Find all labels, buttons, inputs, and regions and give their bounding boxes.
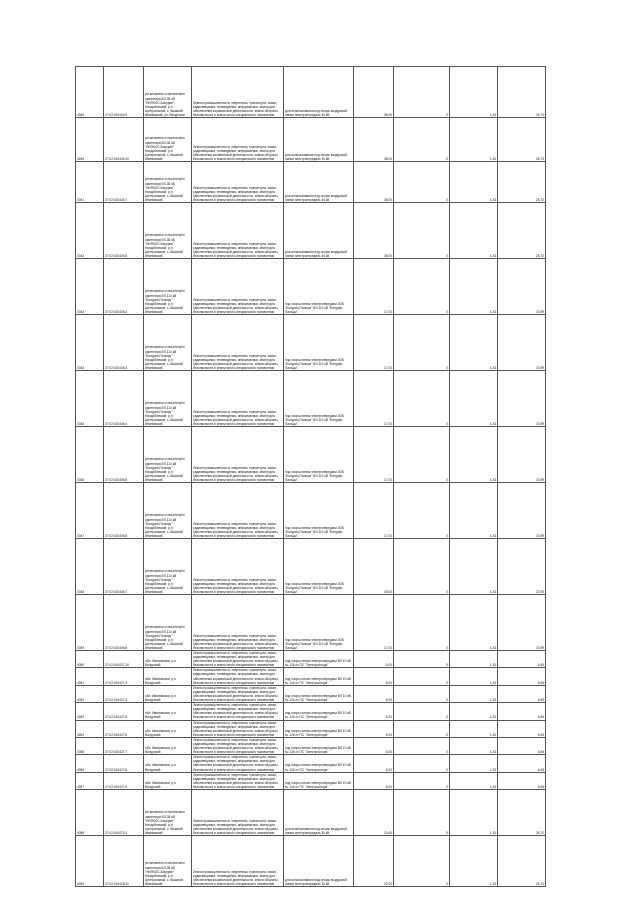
- cell-rate: 1,33: [450, 685, 498, 702]
- cell-no: 4050: [76, 651, 104, 668]
- cell-desc: обл. Ивановская, р-н Вачурский: [144, 755, 192, 772]
- table-row: [76, 668, 546, 685]
- cell-desc: установлено относительно ориентира ВЛ-35 кВ "НИПКОС-Бачурин" Нахдобинский; р-н Центральный, с. Вышний Ивановский: [144, 203, 192, 259]
- cell-z: 0: [394, 483, 450, 539]
- cell-rate: 1,33: [450, 315, 498, 371]
- cell-no: 4049: [76, 595, 104, 651]
- cell-no: 4048: [76, 539, 104, 595]
- cell-purp: Земли промышленности, энергетики, транспорта, связи, радиовещания, телевидения, информатики, земли для обеспечения космической деятельности, земли обороны, безопасности и земли иного специального назначения: [192, 483, 284, 539]
- cell-cad: 27:02:010405:2: [104, 259, 144, 315]
- cell-area: 5,00: [354, 720, 394, 737]
- cell-purp: Земли промышленности, энергетики, транспорта, связи, радиовещания, телевидения, информатики, земли для обеспечения космической деятельности, земли обороны, безопасности и земли иного специального назначения: [192, 259, 284, 315]
- table-row: [76, 790, 546, 836]
- cell-no: 4042: [76, 203, 104, 259]
- table-row: [76, 259, 546, 315]
- cell-no: 4044: [76, 315, 104, 371]
- table-row: [76, 836, 546, 887]
- cell-rate: 1,33: [450, 595, 498, 651]
- cell-desc: установлено относительно ориентира ВЛ-110 кВ "Бачурин-Пальцы" Нахдобинский; р-н Центральный, с. Вышний Ивановский: [144, 539, 192, 595]
- cell-z: 0: [394, 67, 450, 118]
- document-sheet: [75, 66, 545, 887]
- cell-desc: установлено относительно ориентира ВЛ-110 кВ "Бачурин-Пальцы" Нахдобинский; р-н Центральный, с. Вышний Ивановский: [144, 595, 192, 651]
- cell-area: 20,00: [354, 790, 394, 836]
- cell-sum: 26,70: [498, 836, 546, 887]
- cell-purp: Земли промышленности, энергетики, транспорта, связи, радиовещания, телевидения, информатики, земли для обеспечения космической деятельности, земли обороны, безопасности и земли иного специального назначения: [192, 539, 284, 595]
- cell-purp: Земли промышленности, энергетики, транспорта, связи, радиовещания, телевидения, информатики, земли для обеспечения космической деятельности, земли обороны, безопасности и земли иного специального назначения: [192, 371, 284, 427]
- cell-cad: 27:02:010427:3: [104, 668, 144, 685]
- cell-rate: 1,33: [450, 203, 498, 259]
- cell-area: 38,00: [354, 118, 394, 162]
- cell-cad: 27:02:010406:4: [104, 371, 144, 427]
- cell-area: 17,00: [354, 427, 394, 483]
- cell-use: под опоры линии электропередачи ЗОК "Бачурин-Пальцы" ВЛ-110 кВ "Бачурин-Пальцы": [284, 595, 354, 651]
- cell-use: для использования под опоры воздушной линии электропередачи 35 кВ: [284, 67, 354, 118]
- cell-cad: 27:02:010404:9: [104, 67, 144, 118]
- cell-purp: Земли промышленности, энергетики, транспорта, связи, радиовещания, телевидения, информатики, земли для обеспечения космической деятельности, земли обороны, безопасности и земли иного специального назначения: [192, 720, 284, 737]
- table-row: [76, 203, 546, 259]
- cell-cad: 27:02:010406:8: [104, 595, 144, 651]
- cell-z: 0: [394, 651, 450, 668]
- cell-z: 0: [394, 720, 450, 737]
- cell-use: под опоры линии электропередачи ВЛ 10 кВ № 126 от ПС "Электроопора": [284, 720, 354, 737]
- cell-cad: 27:02:010404:10: [104, 118, 144, 162]
- cell-no: 4057: [76, 772, 104, 789]
- table-body: [76, 67, 546, 887]
- cell-no: 4047: [76, 483, 104, 539]
- cell-use: под опоры линии электропередачи ВЛ 10 кВ № 126 от ПС "Электроопора": [284, 685, 354, 702]
- cell-area: 5,00: [354, 703, 394, 720]
- cell-no: 4056: [76, 755, 104, 772]
- cell-no: 4058: [76, 790, 104, 836]
- cell-rate: 1,33: [450, 703, 498, 720]
- table-row: [76, 651, 546, 668]
- cell-purp: Земли промышленности, энергетики, транспорта, связи, радиовещания, телевидения, информатики, земли для обеспечения космической деятельности, земли обороны, безопасности и земли иного специального назначения: [192, 836, 284, 887]
- cell-area: 5,00: [354, 772, 394, 789]
- cell-area: 38,00: [354, 67, 394, 118]
- cell-rate: 1,33: [450, 371, 498, 427]
- cell-purp: Земли промышленности, энергетики, транспорта, связи, радиовещания, телевидения, информатики, земли для обеспечения космической деятельности, земли обороны, безопасности и земли иного специального назначения: [192, 595, 284, 651]
- cell-no: 4053: [76, 703, 104, 720]
- table-row: [76, 315, 546, 371]
- cell-cad: 27:02:010406:6: [104, 483, 144, 539]
- cell-z: 0: [394, 427, 450, 483]
- cell-rate: 1,33: [450, 755, 498, 772]
- cell-sum: 20,89: [498, 427, 546, 483]
- cell-purp: Земли промышленности, энергетики, транспорта, связи, радиовещания, телевидения, информатики, земли для обеспечения космической деятельности, земли обороны, безопасности и земли иного специального назначения: [192, 772, 284, 789]
- cell-use: для использования под опоры воздушной линии электропередачи 35 кВ: [284, 118, 354, 162]
- cell-rate: 1,33: [450, 772, 498, 789]
- cell-desc: установлено относительно ориентира ВЛ-110 кВ "Бачурин-Пальцы" Нахдобинский; р-н Центральный, с. Вышний Ивановский: [144, 259, 192, 315]
- cell-cad: 27:02:010427:7: [104, 737, 144, 754]
- table-row: [76, 67, 546, 118]
- cell-purp: Земли промышленности, энергетики, транспорта, связи, радиовещания, телевидения, информатики, земли для обеспечения космической деятельности, земли обороны, безопасности и земли иного специального назначения: [192, 162, 284, 203]
- cell-rate: 1,33: [450, 720, 498, 737]
- cell-use: под опоры линии электропередачи ЗОК "Бачурин-Пальцы" ВЛ-110 кВ "Бачурин-Пальцы": [284, 483, 354, 539]
- cell-rate: 1,33: [450, 259, 498, 315]
- cell-cad: 27:02:010406:3: [104, 315, 144, 371]
- cell-z: 0: [394, 755, 450, 772]
- cell-use: под опоры линии электропередачи ВЛ 10 кВ № 126 от ПС "Электроопора": [284, 668, 354, 685]
- cell-purp: Земли промышленности, энергетики, транспорта, связи, радиовещания, телевидения, информатики, земли для обеспечения космической деятельности, земли обороны, безопасности и земли иного специального назначения: [192, 67, 284, 118]
- cell-cad: 27:02:010406:5: [104, 427, 144, 483]
- table-row: [76, 427, 546, 483]
- cell-no: 4051: [76, 668, 104, 685]
- cell-cad: 27:02:010470:1: [104, 790, 144, 836]
- cell-area: 38,00: [354, 162, 394, 203]
- cell-use: под опоры линии электропередачи ВЛ 10 кВ № 126 от ПС "Электроопора": [284, 737, 354, 754]
- cell-area: 5,00: [354, 737, 394, 754]
- cell-rate: 1,33: [450, 836, 498, 887]
- cell-no: 4040: [76, 67, 104, 118]
- cell-desc: обл. Ивановская, р-н Вачурский: [144, 720, 192, 737]
- cell-z: 0: [394, 703, 450, 720]
- cell-cad: 27:02:010427:4: [104, 685, 144, 702]
- cell-use: для использования под опоры воздушной линии электропередачи 35 кВ: [284, 162, 354, 203]
- cell-purp: Земли промышленности, энергетики, транспорта, связи, радиовещания, телевидения, информатики, земли для обеспечения космической деятельности, земли обороны, безопасности и земли иного специального назначения: [192, 651, 284, 668]
- cell-purp: Земли промышленности, энергетики, транспорта, связи, радиовещания, телевидения, информатики, земли для обеспечения космической деятельности, земли обороны, безопасности и земли иного специального назначения: [192, 427, 284, 483]
- table-row: [76, 483, 546, 539]
- cell-sum: 6,65: [498, 772, 546, 789]
- cell-z: 0: [394, 371, 450, 427]
- cell-sum: 20,89: [498, 315, 546, 371]
- cell-area: 17,00: [354, 595, 394, 651]
- cell-area: 17,00: [354, 259, 394, 315]
- cell-z: 0: [394, 790, 450, 836]
- cell-purp: Земли промышленности, энергетики, транспорта, связи, радиовещания, телевидения, информатики, земли для обеспечения космической деятельности, земли обороны, безопасности и земли иного специального назначения: [192, 315, 284, 371]
- cell-no: 4052: [76, 685, 104, 702]
- cell-area: 5,00: [354, 651, 394, 668]
- table-row: [76, 539, 546, 595]
- cell-sum: 6,65: [498, 720, 546, 737]
- cell-no: 4045: [76, 371, 104, 427]
- cell-no: 4040: [76, 118, 104, 162]
- cell-desc: обл. Ивановская, р-н Вачурский: [144, 703, 192, 720]
- cell-area: 17,00: [354, 371, 394, 427]
- cell-sum: 20,89: [498, 371, 546, 427]
- cell-z: 0: [394, 315, 450, 371]
- cell-desc: обл. Ивановская, р-н Вачурский: [144, 737, 192, 754]
- cell-sum: 26,70: [498, 790, 546, 836]
- cell-desc: обл. Ивановская, р-н Вачурский: [144, 668, 192, 685]
- cell-sum: 6,65: [498, 668, 546, 685]
- cell-desc: обл. Ивановская, р-н Вачурский: [144, 685, 192, 702]
- cell-use: для использования под опоры воздушной линии электропередачи 35 кВ: [284, 203, 354, 259]
- cell-cad: 27:02:010427:10: [104, 651, 144, 668]
- cell-rate: 1,33: [450, 118, 498, 162]
- cell-desc: установлено относительно ориентира ВЛ-35 кВ "НИПКОС-Бачурин" Нахдобинский; р-н Центральный, с. Вышний Ивановский: [144, 118, 192, 162]
- cell-rate: 1,33: [450, 427, 498, 483]
- cell-rate: 1,33: [450, 668, 498, 685]
- cell-sum: 20,89: [498, 595, 546, 651]
- cell-desc: установлено относительно ориентира ВЛ-110 кВ "Бачурин-Пальцы" Нахдобинский; р-н Центральный, с. Вышний Ивановский: [144, 315, 192, 371]
- table-row: [76, 772, 546, 789]
- cell-use: под опоры линии электропередачи ЗОК "Бачурин-Пальцы" ВЛ-110 кВ "Бачурин-Пальцы": [284, 371, 354, 427]
- cell-rate: 1,33: [450, 737, 498, 754]
- cell-cad: 27:02:010427:9: [104, 772, 144, 789]
- cell-cad: 27:02:010404:8: [104, 203, 144, 259]
- cell-use: под опоры линии электропередачи ВЛ 10 кВ № 126 от ПС "Электроопора": [284, 703, 354, 720]
- cell-no: 4055: [76, 737, 104, 754]
- cell-desc: обл. Ивановская, р-н Вачурский: [144, 772, 192, 789]
- cell-z: 0: [394, 737, 450, 754]
- cell-sum: 26,72: [498, 203, 546, 259]
- cell-cad: 27:02:010418:10: [104, 836, 144, 887]
- table-row: [76, 720, 546, 737]
- cell-area: 5,00: [354, 685, 394, 702]
- table-row: [76, 371, 546, 427]
- table-row: [76, 162, 546, 203]
- cell-use: для использования под опоры воздушной линии электропередачи 35 кВ: [284, 790, 354, 836]
- cell-use: под опоры линии электропередачи ВЛ 10 кВ № 126 от ПС "Электроопора": [284, 651, 354, 668]
- cell-cad: 27:02:010427:5: [104, 703, 144, 720]
- cell-purp: Земли промышленности, энергетики, транспорта, связи, радиовещания, телевидения, информатики, земли для обеспечения космической деятельности, земли обороны, безопасности и земли иного специального назначения: [192, 203, 284, 259]
- cell-sum: 26,70: [498, 67, 546, 118]
- cell-z: 0: [394, 595, 450, 651]
- cell-cad: 27:02:010427:6: [104, 720, 144, 737]
- cell-sum: 6,65: [498, 651, 546, 668]
- cell-area: 38,00: [354, 203, 394, 259]
- cell-area: 17,00: [354, 315, 394, 371]
- table-row: [76, 118, 546, 162]
- cell-z: 0: [394, 836, 450, 887]
- cell-area: 5,00: [354, 755, 394, 772]
- cell-z: 0: [394, 259, 450, 315]
- cell-use: под опоры линии электропередачи ЗОК "Бачурин-Пальцы" ВЛ-110 кВ "Бачурин-Пальцы": [284, 315, 354, 371]
- cell-no: 4043: [76, 259, 104, 315]
- cell-rate: 1,33: [450, 162, 498, 203]
- cell-sum: 6,65: [498, 685, 546, 702]
- land-plots-table: [75, 66, 546, 887]
- cell-z: 0: [394, 668, 450, 685]
- cell-use: под опоры линии электропередачи ЗОК "Бачурин-Пальцы" ВЛ-110 кВ "Бачурин-Пальцы": [284, 259, 354, 315]
- cell-use: под опоры линии электропередачи ВЛ 10 кВ № 126 от ПС "Электроопора": [284, 772, 354, 789]
- cell-sum: 26,72: [498, 162, 546, 203]
- cell-area: 20,00: [354, 836, 394, 887]
- cell-desc: установлено относительно ориентира ВЛ-110 кВ "Бачурин-Пальцы" Нахдобинский; р-н Центральный, с. Вышний Ивановский: [144, 427, 192, 483]
- cell-rate: 1,33: [450, 651, 498, 668]
- cell-rate: 1,33: [450, 67, 498, 118]
- cell-no: 4041: [76, 162, 104, 203]
- cell-purp: Земли промышленности, энергетики, транспорта, связи, радиовещания, телевидения, информатики, земли для обеспечения космической деятельности, земли обороны, безопасности и земли иного специального назначения: [192, 755, 284, 772]
- cell-desc: установлено относительно ориентира ВЛ-35 кВ "НИПКОС-Бачурин" Нахдобинский; р-н Центральный, с. Вышний Ивановский, ул. Вачурская: [144, 67, 192, 118]
- cell-purp: Земли промышленности, энергетики, транспорта, связи, радиовещания, телевидения, информатики, земли для обеспечения космической деятельности, земли обороны, безопасности и земли иного специального назначения: [192, 685, 284, 702]
- cell-rate: 1,33: [450, 483, 498, 539]
- cell-cad: 27:02:010404:7: [104, 162, 144, 203]
- cell-area: 18,00: [354, 539, 394, 595]
- table-row: [76, 703, 546, 720]
- cell-sum: 22,05: [498, 539, 546, 595]
- cell-sum: 6,65: [498, 703, 546, 720]
- table-row: [76, 755, 546, 772]
- cell-z: 0: [394, 685, 450, 702]
- cell-z: 0: [394, 162, 450, 203]
- cell-sum: 6,65: [498, 737, 546, 754]
- cell-use: под опоры линии электропередачи ЗОК "Бачурин-Пальцы" ВЛ-110 кВ "Бачурин-Пальцы": [284, 427, 354, 483]
- cell-z: 0: [394, 203, 450, 259]
- cell-desc: обл. Ивановская, р-н Вачурский: [144, 651, 192, 668]
- cell-rate: 1,33: [450, 790, 498, 836]
- cell-desc: установлено относительно ориентира ВЛ-35 кВ "НИПКОС-Бачурин" Нахдобинский; р-н Центральный, с. Вышний Ивановский: [144, 162, 192, 203]
- cell-use: для использования под опоры воздушной линии электропередачи 35 кВ: [284, 836, 354, 887]
- cell-cad: 27:02:010406:7: [104, 539, 144, 595]
- cell-desc: установлено относительно ориентира ВЛ-110 кВ "Бачурин-Пальцы" Нахдобинский; р-н Центральный, с. Вышний Ивановский: [144, 371, 192, 427]
- cell-area: 17,00: [354, 483, 394, 539]
- cell-sum: 20,89: [498, 483, 546, 539]
- cell-purp: Земли промышленности, энергетики, транспорта, связи, радиовещания, телевидения, информатики, земли для обеспечения космической деятельности, земли обороны, безопасности и земли иного специального назначения: [192, 118, 284, 162]
- cell-desc: установлено относительно ориентира ВЛ-35 кВ "НИПКОС-Бачурин" Нахдобинский; р-н Центральный, с. Вышний Ивановский: [144, 836, 192, 887]
- cell-rate: 1,33: [450, 539, 498, 595]
- table-row: [76, 685, 546, 702]
- cell-purp: Земли промышленности, энергетики, транспорта, связи, радиовещания, телевидения, информатики, земли для обеспечения космической деятельности, земли обороны, безопасности и земли иного специального назначения: [192, 737, 284, 754]
- table-row: [76, 737, 546, 754]
- table-row: [76, 595, 546, 651]
- cell-sum: 20,89: [498, 259, 546, 315]
- cell-purp: Земли промышленности, энергетики, транспорта, связи, радиовещания, телевидения, информатики, земли для обеспечения космической деятельности, земли обороны, безопасности и земли иного специального назначения: [192, 703, 284, 720]
- cell-z: 0: [394, 539, 450, 595]
- cell-cad: 27:02:010427:8: [104, 755, 144, 772]
- cell-sum: 6,65: [498, 755, 546, 772]
- cell-no: 4054: [76, 720, 104, 737]
- cell-use: под опоры линии электропередачи ВЛ 10 кВ № 126 от ПС "Электроопора": [284, 755, 354, 772]
- cell-use: под опоры линии электропередачи ЗОК "Бачурин-Пальцы" ВЛ-110 кВ "Бачурин-Пальцы": [284, 539, 354, 595]
- cell-no: 4059: [76, 836, 104, 887]
- cell-z: 0: [394, 118, 450, 162]
- cell-purp: Земли промышленности, энергетики, транспорта, связи, радиовещания, телевидения, информатики, земли для обеспечения космической деятельности, земли обороны, безопасности и земли иного специального назначения: [192, 790, 284, 836]
- cell-z: 0: [394, 772, 450, 789]
- cell-desc: установлено относительно ориентира ВЛ-110 кВ "Бачурин-Пальцы" Нахдобинский; р-н Центральный, с. Вышний Ивановский: [144, 483, 192, 539]
- cell-no: 4046: [76, 427, 104, 483]
- cell-purp: Земли промышленности, энергетики, транспорта, связи, радиовещания, телевидения, информатики, земли для обеспечения космической деятельности, земли обороны, безопасности и земли иного специального назначения: [192, 668, 284, 685]
- cell-area: 5,00: [354, 668, 394, 685]
- cell-sum: 26,70: [498, 118, 546, 162]
- cell-desc: установлено относительно ориентира ВЛ-35 кВ "НИПКОС-Бачурин" Нахдобинский; р-н Центральный, с. Вышний Ивановский: [144, 790, 192, 836]
